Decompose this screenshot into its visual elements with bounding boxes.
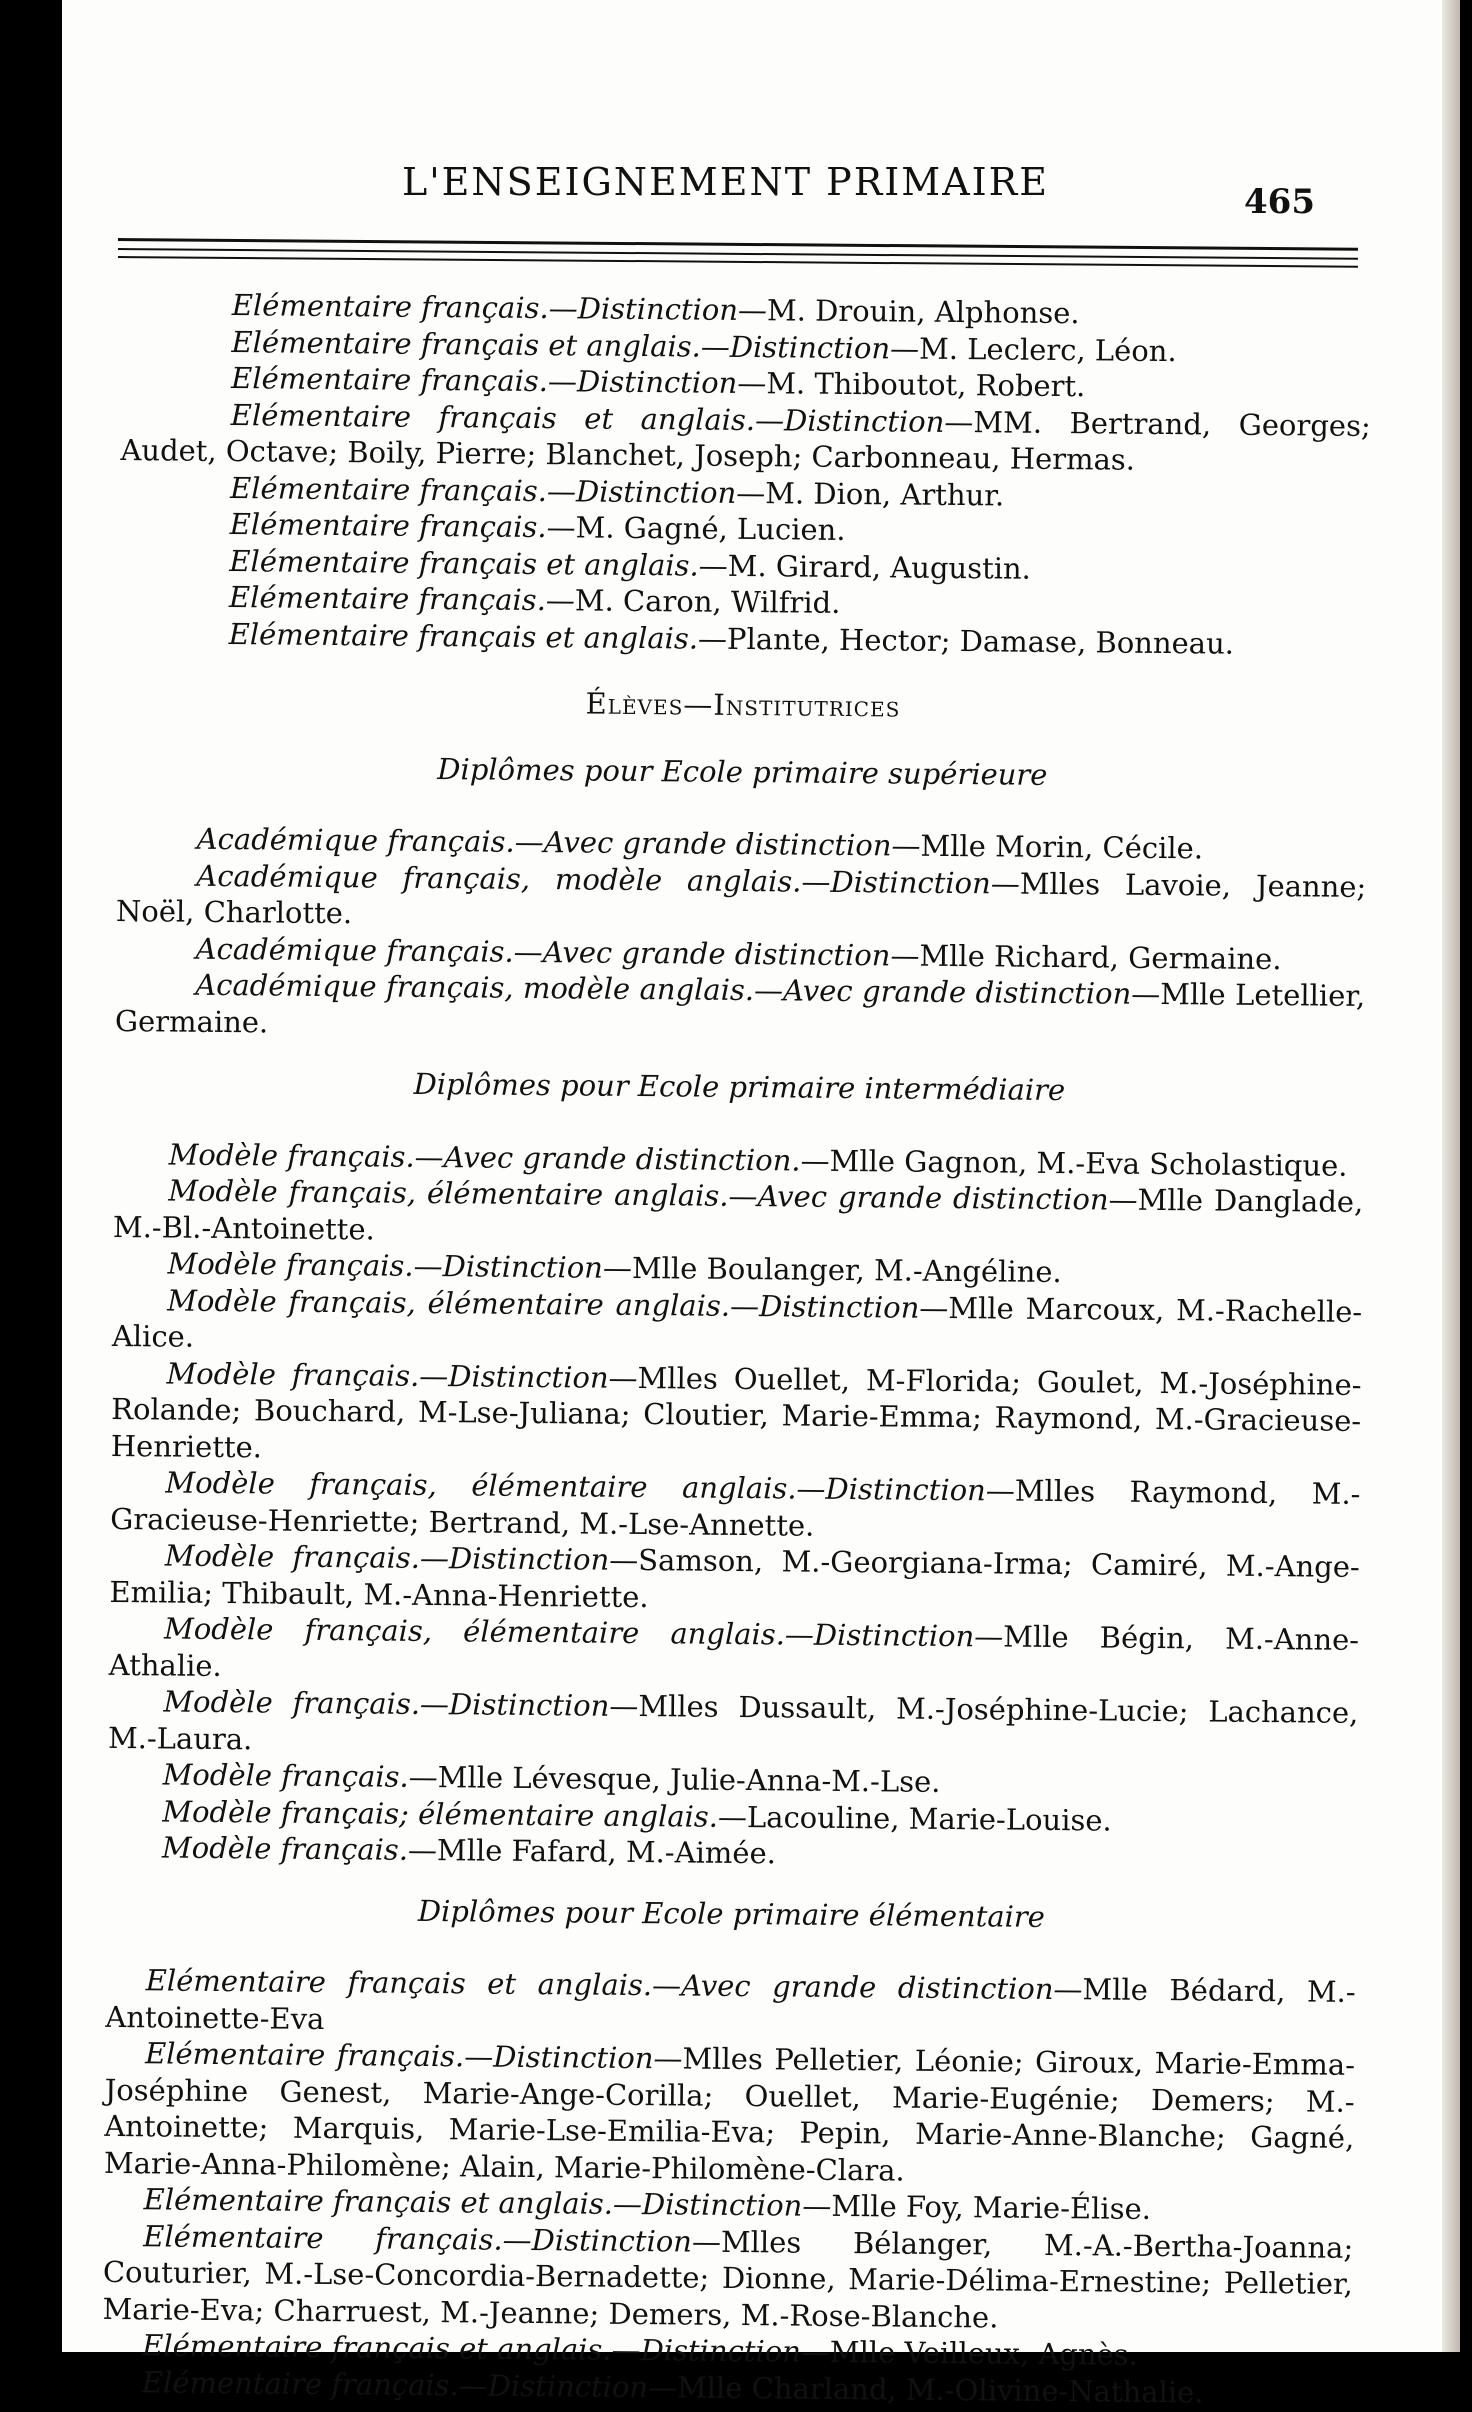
subsection-heading: Diplômes pour Ecole primaire intermédiaire bbox=[413, 1066, 1066, 1108]
entry-text: Mlle Bégin, M.-Anne-Athalie. bbox=[108, 1619, 1360, 1683]
entry-text: Mlle Bédard, M.-Antoinette-Eva bbox=[105, 1972, 1356, 2036]
entry-text: Mlles Raymond, M.-Gracieuse-Henriette; Bertrand, M.-Lse-Annette. bbox=[110, 1473, 1361, 1543]
entry-label: Modèle français, élémentaire anglais.—Distinction— bbox=[165, 1465, 1015, 1508]
entry-text: M. Gagné, Lucien. bbox=[575, 510, 846, 547]
section-heading: Élèves—Institutrices bbox=[585, 686, 901, 724]
list-item bbox=[109, 1610, 1360, 1695]
entry-text: Mlles Pelletier, Léonie; Giroux, Marie-Emma-Joséphine Genest, Marie-Ange-Corilla; Ouellet, Marie-Eugénie; Demers; M.-Antoinette; Marquis, Marie-Lse-Emilia-Eva; Pepin, Marie-Anne-Blanche; Gagné, Marie-Anna-Philomène; Alain, Marie-Philomène-Clara. bbox=[103, 2041, 1356, 2188]
entry-text: M. Leclerc, Léon. bbox=[918, 331, 1177, 368]
list-item bbox=[102, 2217, 1353, 2338]
page-number: 465 bbox=[1244, 182, 1315, 222]
list-item bbox=[104, 2035, 1355, 2193]
entry-text: Mlles Lavoie, Jeanne; Noël, Charlotte. bbox=[115, 866, 1367, 931]
entry-text: Mlle Letellier, Germaine. bbox=[114, 976, 1366, 1039]
list-item bbox=[115, 966, 1366, 1051]
entry-text: Mlles Dussault, M.-Joséphine-Lucie; Lachance, M.-Laura. bbox=[107, 1689, 1359, 1756]
entry-label: Modèle français.—Distinction— bbox=[167, 1246, 633, 1285]
entry-label: Elémentaire français.—Distinction— bbox=[141, 2364, 678, 2404]
entry-label: Modèle français.—Avec grande distinction.— bbox=[168, 1136, 830, 1178]
entry-text: Mlles Ouellet, M-Florida; Goulet, M.-Joséphine-Rolande; Bouchard, M-Lse-Juliana; Cloutier, Marie-Emma; Raymond, M.-Gracieuse-Henriette. bbox=[110, 1360, 1362, 1464]
entry-label: Elémentaire français.—Distinction— bbox=[230, 361, 767, 401]
entry-text: Mlle Charland, M.-Olivine-Nathalie. bbox=[676, 2369, 1204, 2409]
entries-block-3 bbox=[107, 1135, 1364, 1877]
running-header bbox=[62, 160, 1460, 220]
entry-label: Modèle français.— bbox=[162, 1757, 438, 1795]
entry-label: Elémentaire français et anglais.— bbox=[229, 543, 728, 583]
entry-label: Modèle français.—Distinction— bbox=[166, 1355, 638, 1395]
running-title: L'ENSEIGNEMENT PRIMAIRE bbox=[402, 160, 1050, 204]
list-item bbox=[108, 1683, 1359, 1768]
entry-label: Elémentaire français.—Distinction— bbox=[143, 2218, 722, 2259]
entry-text: M. Drouin, Alphonse. bbox=[766, 293, 1080, 331]
entry-label: Elémentaire français.—Distinction— bbox=[231, 288, 768, 328]
entry-label: Elémentaire français et anglais.— bbox=[228, 616, 728, 656]
entry-label: Modèle français, élémentaire anglais.—Distinction— bbox=[163, 1611, 1004, 1654]
entry-text: M. Caron, Wilfrid. bbox=[574, 583, 841, 620]
list-item bbox=[109, 1537, 1360, 1622]
entry-label: Modèle français.— bbox=[161, 1830, 438, 1868]
page-edge bbox=[1442, 0, 1460, 2352]
list-item bbox=[113, 1172, 1364, 1257]
list-item bbox=[105, 1962, 1356, 2047]
entry-text: Mlle Marcoux, M.-Rachelle-Alice. bbox=[111, 1290, 1363, 1354]
entry-text: M. Dion, Arthur. bbox=[765, 475, 1005, 512]
entry-label: Académique français.—Avec grande distinction— bbox=[196, 821, 921, 863]
book-page bbox=[62, 0, 1460, 2409]
entry-label: Elémentaire français et anglais.—Distinction— bbox=[231, 324, 920, 366]
entry-label: Modèle français; élémentaire anglais.— bbox=[162, 1793, 748, 1834]
entry-text: M. Thiboutot, Robert. bbox=[766, 366, 1086, 404]
entry-text: Plante, Hector; Damase, Bonneau. bbox=[726, 621, 1235, 661]
entry-label: Elémentaire français.—Distinction— bbox=[229, 470, 766, 510]
entry-label: Modèle français, élémentaire anglais.—Avec grande distinction— bbox=[168, 1173, 1138, 1217]
entry-label: Modèle français, élémentaire anglais.—Distinction— bbox=[167, 1282, 949, 1325]
entry-text: Lacouline, Marie-Louise. bbox=[746, 1799, 1112, 1838]
entry-label: Elémentaire français.— bbox=[229, 507, 576, 545]
entry-label: Académique français.—Avec grande distinction— bbox=[195, 931, 920, 973]
list-item bbox=[111, 1354, 1362, 1475]
list-item bbox=[116, 856, 1367, 941]
entry-text: Samson, M.-Georgiana-Irma; Camiré, M.-Ange-Emilia; Thibault, M.-Anna-Henriette. bbox=[109, 1543, 1360, 1614]
list-item bbox=[112, 1281, 1363, 1366]
entry-text: M. Girard, Augustin. bbox=[727, 548, 1032, 586]
entry-text: Mlle Richard, Germaine. bbox=[919, 938, 1282, 976]
subsection-heading: Diplômes pour Ecole primaire élémentaire bbox=[417, 1893, 1046, 1934]
entry-label: Elémentaire français.— bbox=[228, 580, 576, 618]
list-item bbox=[110, 1464, 1361, 1549]
entry-label: Elémentaire français et anglais.—Distinction— bbox=[230, 397, 974, 439]
subsection-heading: Diplômes pour Ecole primaire supérieure bbox=[437, 751, 1048, 792]
entry-text: Mlle Lévesque, Julie-Anna-M.-Lse. bbox=[437, 1760, 941, 1799]
entry-text: Mlle Boulanger, M.-Angéline. bbox=[631, 1250, 1062, 1290]
entries-block-1 bbox=[118, 286, 1371, 663]
list-item bbox=[120, 395, 1371, 480]
entry-label: Académique français, modèle anglais.—Distinction— bbox=[196, 858, 1020, 901]
entry-label: Elémentaire français et anglais.—Distinction— bbox=[143, 2182, 832, 2223]
entry-text: Mlle Danglade, M.-Bl.-Antoinette. bbox=[112, 1182, 1364, 1246]
entry-text: MM. Bertrand, Georges; Audet, Octave; Boily, Pierre; Blanchet, Joseph; Carbonneau, Hermas. bbox=[120, 404, 1371, 477]
entry-label: Académique français, modèle anglais.—Avec grande distinction— bbox=[195, 967, 1161, 1011]
entries-block-2 bbox=[115, 820, 1367, 1051]
entry-label: Modèle français.—Distinction— bbox=[163, 1684, 639, 1724]
entries-block-4 bbox=[102, 1962, 1356, 2412]
entry-label: Elémentaire français et anglais.—Avec grande distinction— bbox=[145, 1963, 1083, 2007]
entry-label: Elémentaire français.—Distinction— bbox=[144, 2036, 683, 2076]
entry-text: Mlle Foy, Marie-Élise. bbox=[831, 2188, 1152, 2226]
entry-label: Elémentaire français et anglais.—Distinction— bbox=[142, 2328, 831, 2369]
entry-text: Mlle Fafard, M.-Aimée. bbox=[436, 1833, 777, 1871]
entry-label: Modèle français.—Distinction— bbox=[164, 1538, 639, 1578]
page-body bbox=[102, 286, 1372, 2412]
entry-text: Mlle Veilleux, Agnès. bbox=[829, 2334, 1139, 2372]
entry-text: Mlle Morin, Cécile. bbox=[920, 828, 1204, 866]
entry-text: Mlles Bélanger, M.-A.-Bertha-Joanna; Couturier, M.-Lse-Concordia-Bernadette; Dionne, Marie-Délima-Ernestine; Pelletier, Marie-Eva; Charruest, M.-Jeanne; Demers, M.-Rose-Blanche. bbox=[102, 2224, 1354, 2335]
entry-text: Mlle Gagnon, M.-Eva Scholastique. bbox=[829, 1143, 1348, 1183]
